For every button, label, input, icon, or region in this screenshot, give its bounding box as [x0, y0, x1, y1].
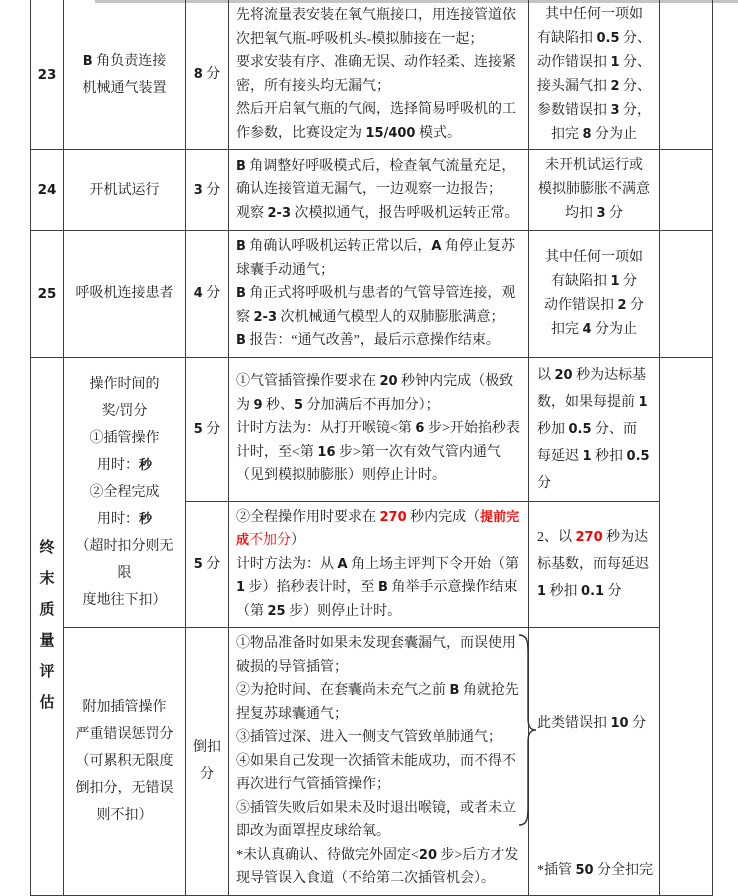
scoring-table — [30, 0, 713, 896]
time-score-a-description: ①气管插管操作要求在 20 秒钟内完成（极致为 9 秒、5 分加满后不再加分）； 计时方法为：从打开喉镜<第 6 步>开始掐秒表计时，至<第 16 步>第一次有效气管内通气（见到模拟肺膨胀）则停止计时。 — [229, 357, 529, 501]
row-25-empty-cell — [660, 231, 713, 358]
row-23-deduction: 其中任何一项如 有缺陷扣 0.5 分、 动作错误扣 1 分、 接头漏气扣 2 分、 参数错误扣 3 分， 扣完 8 分为止 — [529, 0, 660, 150]
penalty-points: 倒扣分 — [186, 628, 229, 896]
penalty-description-text: ①物品准备时如果未发现套囊漏气，而误使用破损的导管插管； ②为抢时间、在套囊尚未充气之前 B 角就抢先捏复苏球囊通气； ③插管过深、进入一侧支气管致单肺通气； ④如果自己发现一次插管未能成功，而不得不再次进行气管插管操作； ⑤插管失败后如果未及时退出喉镜，或者未立即改为面罩捏皮球给氧。 *未认真确认、待做完外固定<20 步>后方才发现导管误入食道（不给第二次插管机会）。 — [236, 636, 519, 886]
penalty-description — [229, 628, 529, 896]
time-score-task: 操作时间的 奖/罚分 ①插管操作 用时：秒 ②全程完成 用时：秒 （超时扣分则无限 度地往下扣） — [64, 357, 186, 628]
row-25-number: 25 — [31, 231, 64, 358]
table-row-penalty — [31, 628, 713, 896]
row-23-task: B 角负责连接 机械通气装置 — [64, 0, 186, 150]
row-24-description: B 角调整好呼吸模式后，检查氧气流量充足，确认连接管道无漏气，一边观察一边报告； 观察 2-3 次模拟通气，报告呼吸机运转正常。 — [229, 150, 529, 231]
row-24-task: 开机试运行 — [64, 150, 186, 231]
row-24-deduction: 未开机试运行或 模拟肺膨胀不满意 均扣 3 分 — [529, 150, 660, 231]
penalty-deduction — [529, 628, 660, 896]
table-row-24 — [31, 150, 713, 231]
penalty-deduction-note: *插管 50 分全扣完 — [537, 862, 654, 878]
row-25-description: B 角确认呼吸机运转正常以后，A 角停止复苏球囊手动通气； B 角正式将呼吸机与患者的气管导管连接，观察 2-3 次机械通气模型人的双肺膨胀满意； B 报告：“通气改善”，最后示意操作结束。 — [229, 231, 529, 358]
time-score-b-deduction: 2、以 270 秒为达标基数，而每延迟 1 秒扣 0.1 分 — [529, 501, 660, 628]
row-23-number: 23 — [31, 0, 64, 150]
row-23-description: 先将流量表安装在氧气瓶接口，用连接管道依次把氧气瓶-呼吸机头-模拟肺接在一起； 要求安装有序、准确无误、动作轻柔、连接紧密，所有接头均无漏气； 然后开启氧气瓶的气阀，选择简易呼吸机的工作参数，比赛设定为 15/400 模式。 — [229, 0, 529, 150]
table-row-23 — [31, 0, 713, 150]
row-24-points: 3 分 — [186, 150, 229, 231]
table-row-25 — [31, 231, 713, 358]
row-25-points: 4 分 — [186, 231, 229, 358]
row-24-empty-cell — [660, 150, 713, 231]
time-score-b-points: 5 分 — [186, 501, 229, 628]
penalty-deduction-main: 此类错误扣 10 分 — [537, 716, 647, 731]
row-25-deduction: 其中任何一项如 有缺陷扣 1 分 动作错误扣 2 分 扣完 4 分为止 — [529, 231, 660, 358]
time-score-a-points: 5 分 — [186, 357, 229, 501]
row-25-task: 呼吸机连接患者 — [64, 231, 186, 358]
row-23-points: 8 分 — [186, 0, 229, 150]
final-section-empty-cell — [660, 357, 713, 895]
penalty-task: 附加插管操作 严重错误惩罚分 （可累积无限度倒扣分，无错误则不扣） — [64, 628, 186, 896]
table-row-time-bonus-a — [31, 357, 713, 501]
time-score-b-description: ②全程操作用时要求在 270 秒内完成（提前完成不加分） 计时方法为：从 A 角上场主评判下令开始（第 1 步）掐秒表计时，至 B 角举手示意操作结束（第 25 步）则停止计时。 — [229, 501, 529, 628]
final-quality-vertical-header — [31, 357, 64, 895]
time-score-a-deduction: 以 20 秒为达标基数，如果每提前 1 秒加 0.5 分、而每延迟 1 秒扣 0.5 分 — [529, 357, 660, 501]
row-24-number: 24 — [31, 150, 64, 231]
final-quality-vertical-text: 终末质量评估 — [39, 540, 55, 711]
row-23-empty-cell — [660, 0, 713, 150]
